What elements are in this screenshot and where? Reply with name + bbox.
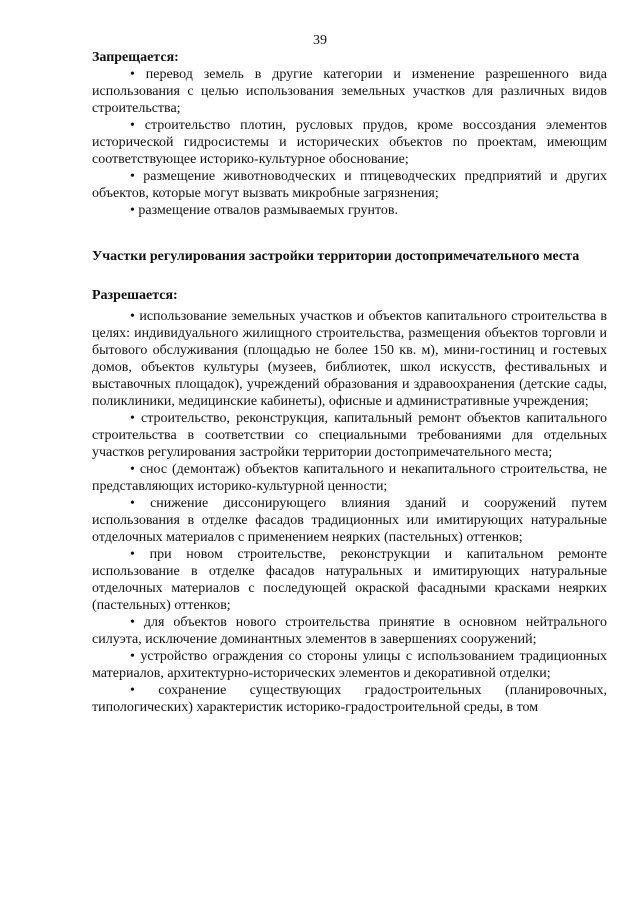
section-title: Участки регулирования застройки территории достопримечательного места <box>92 249 580 264</box>
list-item: • размещение животноводческих и птицеводческих предприятий и других объектов, которые могут вызвать микробные загрязнения; <box>92 168 607 202</box>
section-heading-prohibited: Запрещается: <box>92 50 179 65</box>
list-item: • строительство плотин, русловых прудов, кроме воссоздания элементов исторической гидросистемы и исторических объектов по проектам, имеющим соответствующее историко-культурное обоснование; <box>92 117 607 168</box>
list-item: • использование земельных участков и объектов капитального строительства в целях: индивидуального жилищного строительства, размещения объектов торговли и бытового обслуживания (площадью не более 150 кв. м), мини-гостиниц и гостевых домов, объектов культуры (музеев, библиотек, школ искусств, фестивальных и выставочных площадок), учреждений образования и здравоохранения (детские сады, поликлиники, медицинские кабинеты), офисные и административные учреждения; <box>92 308 607 410</box>
list-item: • для объектов нового строительства принятие в основном нейтрального силуэта, исключение доминантных элементов в завершениях сооружений; <box>92 614 607 648</box>
section-heading-allowed: Разрешается: <box>92 288 178 303</box>
list-item: • снос (демонтаж) объектов капитального и некапитального строительства, не представляющих историко-культурной ценности; <box>92 461 607 495</box>
list-item: • сохранение существующих градостроительных (планировочных, типологических) характеристик историко-градостроительной среды, в том <box>92 682 607 716</box>
list-item: • размещение отвалов размываемых грунтов. <box>92 202 607 219</box>
page-number: 39 <box>313 33 327 48</box>
list-item: • перевод земель в другие категории и изменение разрешенного вида использования с целью использования земельных участков для различных видов строительства; <box>92 66 607 117</box>
list-item: • строительство, реконструкция, капитальный ремонт объектов капитального строительства в соответствии со специальными требованиями для отдельных участков регулирования застройки территории достопримечательного места; <box>92 410 607 461</box>
document-body <box>92 49 607 716</box>
list-item: • снижение диссонирующего влияния зданий и сооружений путем использования в отделке фасадов традиционных или имитирующих натуральные отделочных материалов с применением неярких (пастельных) оттенков; <box>92 495 607 546</box>
list-item: • устройство ограждения со стороны улицы с использованием традиционных материалов, архитектурно-исторических элементов и декоративной отделки; <box>92 648 607 682</box>
list-item: • при новом строительстве, реконструкции и капитальном ремонте использование в отделке фасадов натуральных и имитирующих натуральные отделочных материалов с последующей окраской фасадными красками неярких (пастельных) оттенков; <box>92 546 607 614</box>
